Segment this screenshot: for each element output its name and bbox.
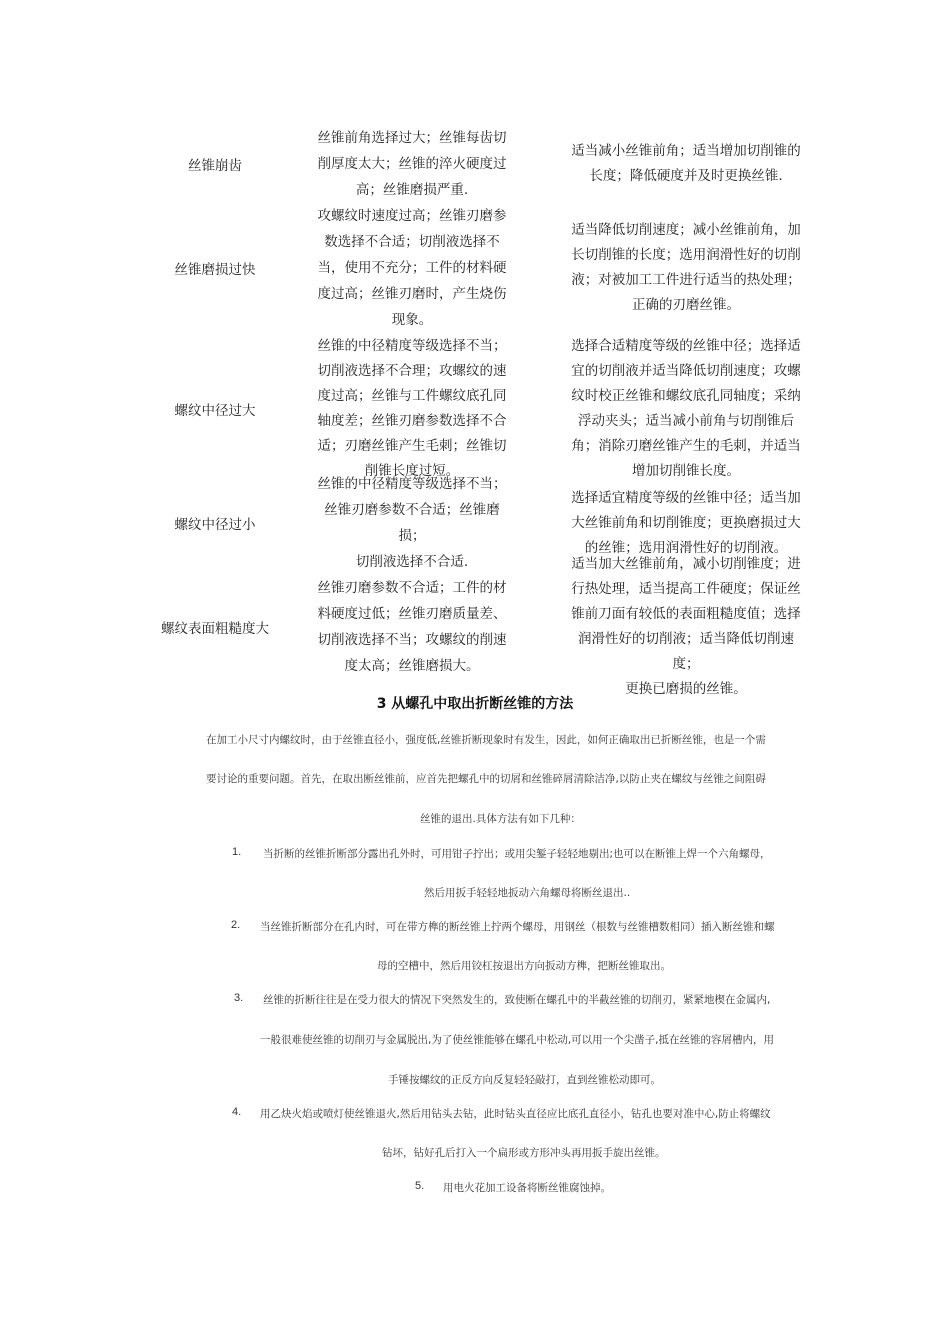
item-line: 钻坏，钻好孔后打入一个扁形或方形冲头再用扳手旋出丝锥。 bbox=[382, 1147, 666, 1159]
item-number: 5. bbox=[415, 1180, 425, 1192]
table-row bbox=[0, 476, 950, 570]
item-line: 手锤按螺纹的正反方向反复轻轻敲打，直到丝锥松动即可。 bbox=[388, 1074, 661, 1086]
intro-line: 要讨论的重要问题。首先，在取出断丝锥前，应首先把螺孔中的切屑和丝锥碎屑清除洁净,以防止夹在螺纹与丝锥之间阻碍 bbox=[206, 773, 766, 785]
cause-cell: 丝锥的中径精度等级选择不当； 丝锥刃磨参数不合适；丝锥磨损； 切削液选择不合适. bbox=[317, 476, 507, 570]
table-row bbox=[0, 126, 950, 201]
item-line: 母的空槽中，然后用铰杠按退出方向扳动方榫，把断丝锥取出。 bbox=[377, 960, 671, 972]
intro-line: 丝锥的退出.具体方法有如下几种： bbox=[420, 813, 581, 825]
remedy-cell: 选择合适精度等级的丝锥中径；选择适 宜的切削液并适当降低切削速度；攻螺 纹时校正丝锥和螺纹底孔同轴度；采纳 浮动夹头；适当减小前角与切削锥后 角；消除刃磨丝锥产生的毛刺，并适当 增加切削锥长度。 bbox=[571, 338, 801, 479]
remedy-cell: 适当降低切削速度；减小丝锥前角，加 长切削锥的长度；选用润滑性好的切削 液；对被加工工件进行适当的热处理； 正确的刃磨丝锥。 bbox=[571, 222, 801, 313]
defect-cell: 螺纹中径过小 bbox=[174, 517, 256, 533]
defect-cell: 螺纹表面粗糙度大 bbox=[161, 621, 269, 637]
item-number: 4. bbox=[232, 1106, 242, 1118]
item-number: 1. bbox=[232, 846, 242, 858]
item-line: 然后用扳手轻轻地扳动六角螺母将断丝退出.. bbox=[424, 887, 631, 899]
item-line: 当丝锥折断部分在孔内时，可在带方榫的断丝锥上拧两个螺母，用钢丝（根数与丝锥槽数相同）插入断丝锥和螺 bbox=[260, 921, 775, 933]
remedy-cell: 适当加大丝锥前角，减小切削锥度；进 行热处理，适当提高工件硬度；保证丝 锥前刀面有较低的表面粗糙度值；选择 润滑性好的切削液；适当降低切削速度； 更换已磨损的丝锥。 bbox=[571, 556, 801, 697]
cause-cell: 攻螺纹时速度过高；丝锥刃磨参 数选择不合适；切削液选择不 当，使用不充分；工件的材料硬 度过高；丝锥刃磨时，产生烧伤 现象。 bbox=[317, 208, 507, 328]
remedy-cell: 适当减小丝锥前角；适当增加切削锥的 长度；降低硬度并及时更换丝锥. bbox=[571, 142, 801, 184]
section-heading: 3 从螺孔中取出折断丝锥的方法 bbox=[376, 696, 574, 712]
item-line: 当折断的丝锥折断部分露出孔外时，可用钳子拧出；或用尖錾子轻轻地剔出;也可以在断锥上焊一个六角螺母， bbox=[263, 848, 771, 860]
table-row bbox=[0, 333, 950, 485]
defect-cell: 丝锥崩齿 bbox=[188, 157, 242, 174]
table-row bbox=[0, 204, 950, 332]
item-line: 用电火花加工设备将断丝锥腐蚀掉。 bbox=[443, 1182, 611, 1194]
item-line: 丝锥的折断往往是在受力很大的情况下突然发生的，致使断在螺孔中的半截丝锥的切削刃，紧紧地楔在金属内, bbox=[263, 994, 771, 1006]
intro-line: 在加工小尺寸内螺纹时，由于丝锥直径小，强度低,丝锥折断现象时有发生，因此，如何正确取出已折断丝锥，也是一个需 bbox=[206, 734, 766, 746]
table-row bbox=[0, 556, 950, 697]
defect-cell: 螺纹中径过大 bbox=[174, 403, 256, 419]
item-line: 用乙炔火焰或喷灯使丝锥退火,然后用钻头去钻，此时钻头直径应比底孔直径小，钻孔也要对准中心,防止将螺纹 bbox=[260, 1108, 771, 1120]
item-line: 一般很难使丝锥的切削刃与金属脱出,为了使丝锥能够在螺孔中松动,可以用一个尖凿子,抵在丝锥的容屑槽内，用 bbox=[260, 1034, 775, 1046]
defect-cell: 丝锥磨损过快 bbox=[174, 262, 256, 278]
cause-cell: 丝锥刃磨参数不合适；工件的材 料硬度过低；丝锥刃磨质量差、 切削液选择不当；攻螺纹的削速 度太高；丝锥磨损大。 bbox=[317, 580, 507, 674]
remedy-cell: 选择适宜精度等级的丝锥中径；适当加 大丝锥前角和切削锥度；更换磨损过大 的丝锥；选用润滑性好的切削液。 bbox=[571, 489, 801, 556]
cause-cell: 丝锥前角选择过大；丝锥每齿切 削厚度太大；丝锥的淬火硬度过 高；丝锥磨损严重. bbox=[317, 129, 507, 198]
item-number: 2. bbox=[231, 919, 241, 931]
cause-cell: 丝锥的中径精度等级选择不当； 切削液选择不合理；攻螺纹的速 度过高；丝锥与工件螺纹底孔同 轴度差；丝锥刃磨参数选择不合 适；刃磨丝锥产生毛刺；丝锥切 削锥长度过短。 bbox=[317, 338, 507, 479]
item-number: 3. bbox=[234, 992, 244, 1004]
